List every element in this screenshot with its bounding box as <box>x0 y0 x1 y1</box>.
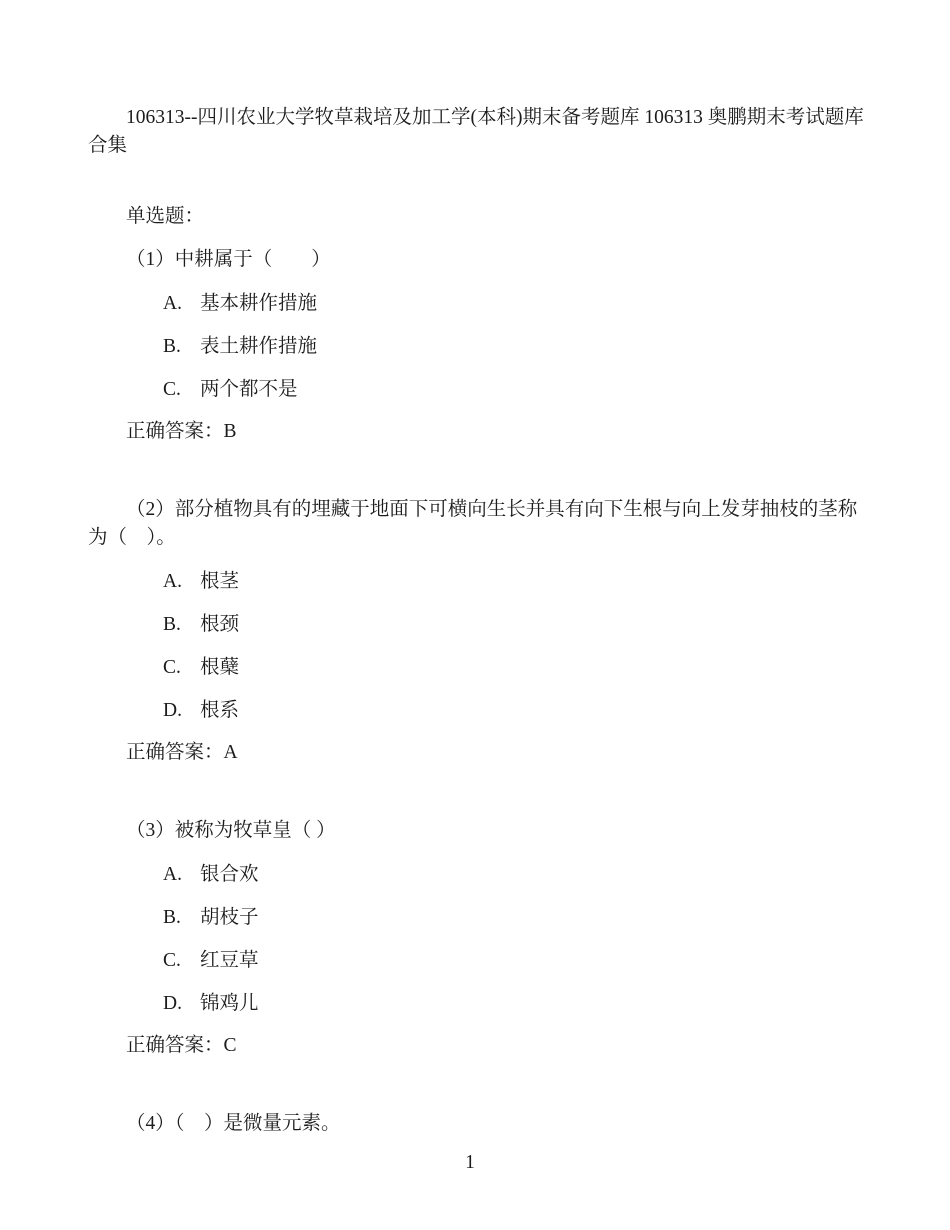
document-title: 106313--四川农业大学牧草栽培及加工学(本科)期末备考题库 106313 奥鹏期末考试题库合集 <box>88 107 864 156</box>
answer-label: 正确答案： <box>126 1035 224 1056</box>
option-text: 表土耕作措施 <box>200 336 318 357</box>
answer-label: 正确答案： <box>126 421 224 442</box>
option-text: 根茎 <box>200 571 240 592</box>
option-row <box>88 861 865 889</box>
option-row <box>88 376 865 404</box>
question-block <box>88 817 865 1060</box>
option-list <box>88 290 865 404</box>
answer-line <box>88 1032 865 1060</box>
option-row <box>88 947 865 975</box>
option-letter: D. <box>163 993 182 1014</box>
answer-line <box>88 739 865 767</box>
answer-value: A <box>223 742 238 763</box>
question-stem: （4）（ ）是微量元素。 <box>126 1113 341 1134</box>
option-text: 两个都不是 <box>200 379 298 400</box>
option-text: 锦鸡儿 <box>200 993 259 1014</box>
option-row <box>88 654 865 682</box>
option-letter: D. <box>163 700 182 721</box>
option-text: 银合欢 <box>200 864 259 885</box>
option-text: 根系 <box>200 700 240 721</box>
option-row <box>88 290 865 318</box>
option-letter: B. <box>163 336 181 357</box>
option-row <box>88 904 865 932</box>
option-text: 基本耕作措施 <box>200 293 318 314</box>
option-row <box>88 611 865 639</box>
document-content <box>0 104 950 1138</box>
question-stem: （3）被称为牧草皇（ ） <box>126 820 336 841</box>
option-row <box>88 333 865 361</box>
section-heading: 单选题： <box>126 206 205 227</box>
option-row <box>88 568 865 596</box>
question-stem: （1）中耕属于（ ） <box>126 249 331 270</box>
option-letter: B. <box>163 907 181 928</box>
option-list <box>88 861 865 1018</box>
option-letter: A. <box>163 864 182 885</box>
page-number: 1 <box>465 1152 475 1173</box>
option-letter: B. <box>163 614 181 635</box>
option-text: 红豆草 <box>200 950 259 971</box>
option-text: 根蘖 <box>200 657 240 678</box>
option-letter: C. <box>163 950 181 971</box>
question-block <box>88 246 865 446</box>
option-letter: C. <box>163 657 181 678</box>
option-letter: C. <box>163 379 181 400</box>
answer-label: 正确答案： <box>126 742 224 763</box>
option-letter: A. <box>163 293 182 314</box>
option-letter: A. <box>163 571 182 592</box>
option-row <box>88 990 865 1018</box>
option-list <box>88 568 865 725</box>
option-row <box>88 697 865 725</box>
question-block <box>88 496 865 767</box>
option-text: 根颈 <box>200 614 240 635</box>
answer-line <box>88 418 865 446</box>
answer-value: C <box>223 1035 237 1056</box>
answer-value: B <box>223 421 237 442</box>
question-stem: （2）部分植物具有的埋藏于地面下可横向生长并具有向下生根与向上发芽抽枝的茎称为（ ）。 <box>88 499 858 548</box>
option-text: 胡枝子 <box>200 907 259 928</box>
question-block <box>88 1110 865 1138</box>
